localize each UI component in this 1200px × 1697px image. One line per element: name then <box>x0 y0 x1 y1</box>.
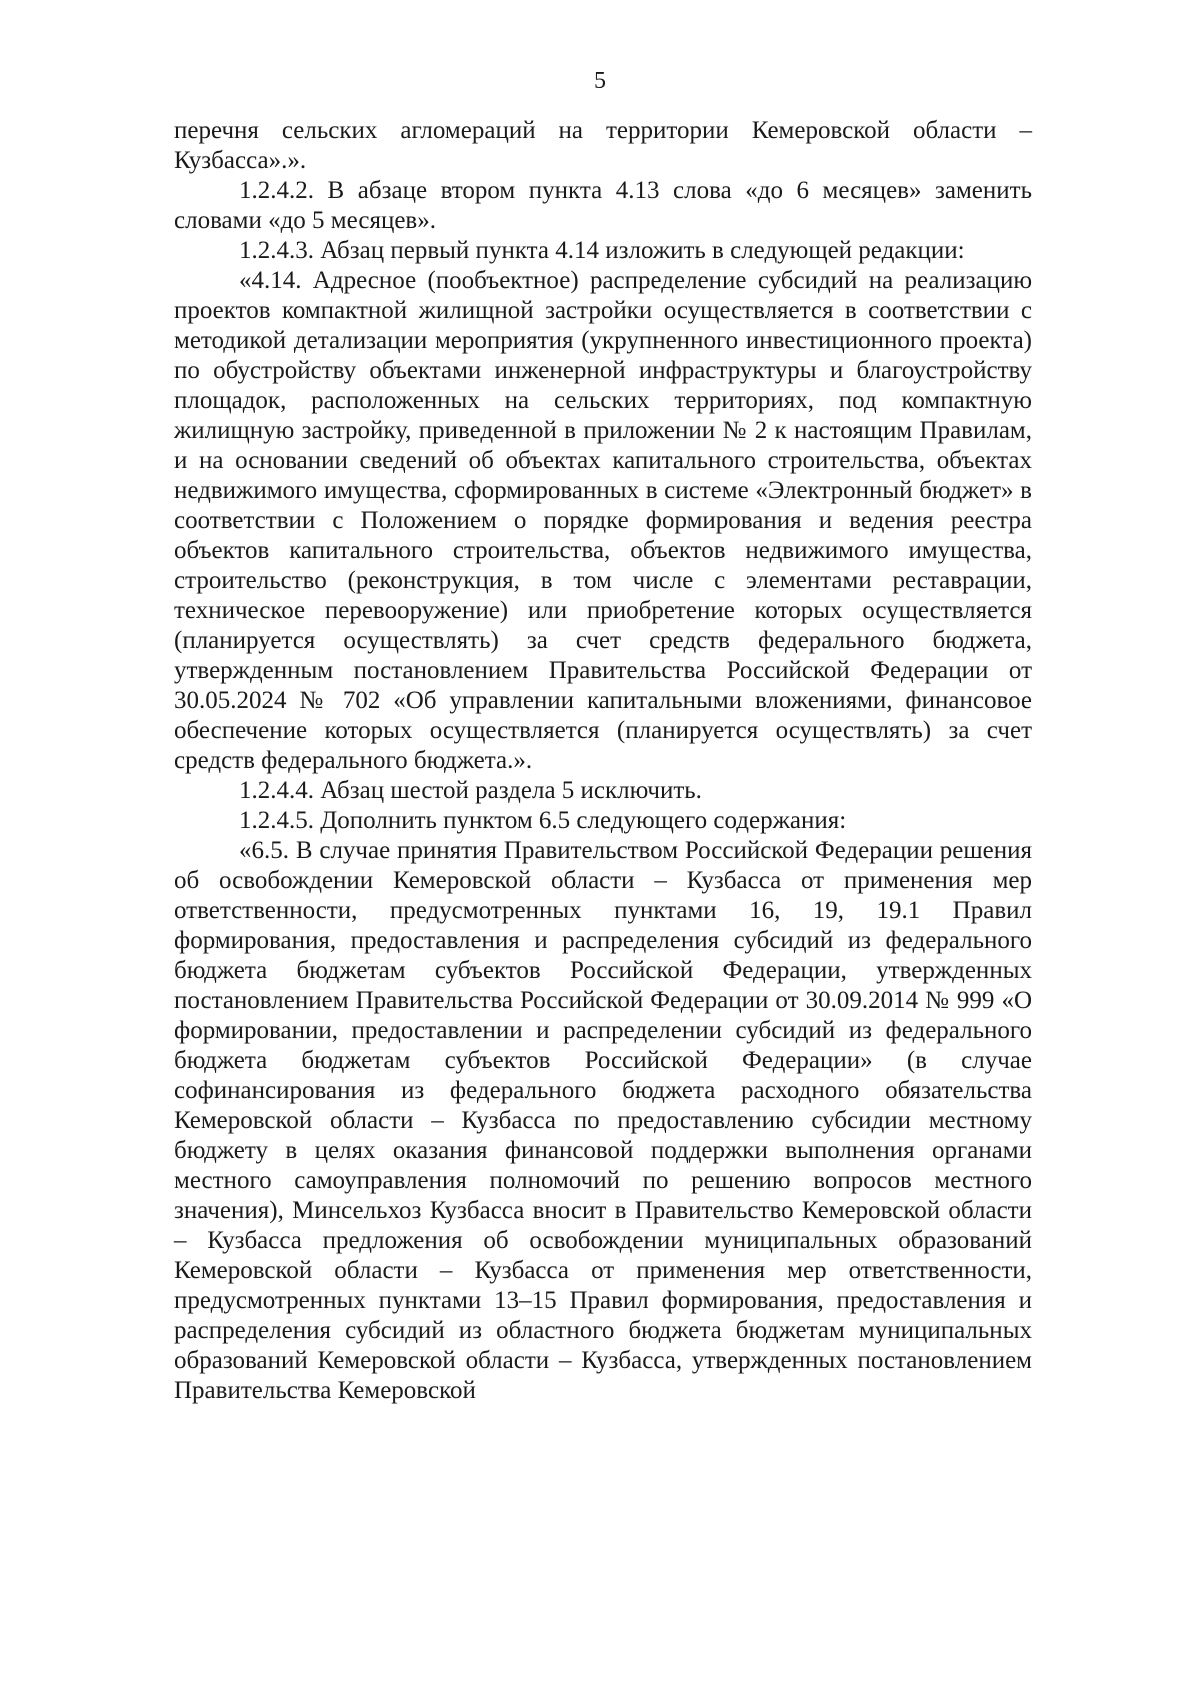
paragraph-1-2-4-5: 1.2.4.5. Дополнить пунктом 6.5 следующего содержания: <box>239 807 847 834</box>
paragraph-1-2-4-2: 1.2.4.2. В абзаце втором пункта 4.13 слова «до 6 месяцев» заменить словами «до 5 месяцев». <box>174 177 1032 234</box>
paragraph-1-2-4-4: 1.2.4.4. Абзац шестой раздела 5 исключить. <box>239 777 702 804</box>
paragraph-continuation: перечня сельских агломераций на территории Кемеровской области – Кузбасса».». <box>174 117 1032 174</box>
paragraph-quote-6-5: «6.5. В случае принятия Правительством Российской Федерации решения об освобождении Кемеровской области – Кузбасса от применения мер ответственности, предусмотренных пунктами 16, 19, 19.1 Правил формирования, предоставления и распределения субсидий из федерального бюджета бюджетам субъектов Российской Федерации, утвержденных постановлением Правительства Российской Федерации от 30.09.2014 № 999 «О формировании, предоставлении и распределении субсидий из федерального бюджета бюджетам субъектов Российской Федерации» (в случае софинансирования из федерального бюджета расходного обязательства Кемеровской области – Кузбасса по предоставлению субсидии местному бюджету в целях оказания финансовой поддержки выполнения органами местного самоуправления полномочий по решению вопросов местного значения), Минсельхоз Кузбасса вносит в Правительство Кемеровской области – Кузбасса предложения об освобождении муниципальных образований Кемеровской области – Кузбасса от применения мер ответственности, предусмотренных пунктами 13–15 Правил формирования, предоставления и распределения субсидий из областного бюджета бюджетам муниципальных образований Кемеровской области – Кузбасса, утвержденных постановлением Правительства Кемеровской <box>174 837 1032 1404</box>
page-number: 5 <box>594 68 606 94</box>
paragraph-1-2-4-3: 1.2.4.3. Абзац первый пункта 4.14 изложить в следующей редакции: <box>239 237 965 264</box>
document-body <box>174 116 1032 1406</box>
paragraph-quote-4-14: «4.14. Адресное (пообъектное) распределение субсидий на реализацию проектов компактной жилищной застройки осуществляется в соответствии с методикой детализации мероприятия (укрупненного инвестиционного проекта) по обустройству объектами инженерной инфраструктуры и благоустройству площадок, расположенных на сельских территориях, под компактную жилищную застройку, приведенной в приложении № 2 к настоящим Правилам, и на основании сведений об объектах капитального строительства, объектах недвижимого имущества, сформированных в системе «Электронный бюджет» в соответствии с Положением о порядке формирования и ведения реестра объектов капитального строительства, объектов недвижимого имущества, строительство (реконструкция, в том числе с элементами реставрации, техническое перевооружение) или приобретение которых осуществляется (планируется осуществлять) за счет средств федерального бюджета, утвержденным постановлением Правительства Российской Федерации от 30.05.2024 № 702 «Об управлении капитальными вложениями, финансовое обеспечение которых осуществляется (планируется осуществлять) за счет средств федерального бюджета.». <box>174 267 1032 774</box>
